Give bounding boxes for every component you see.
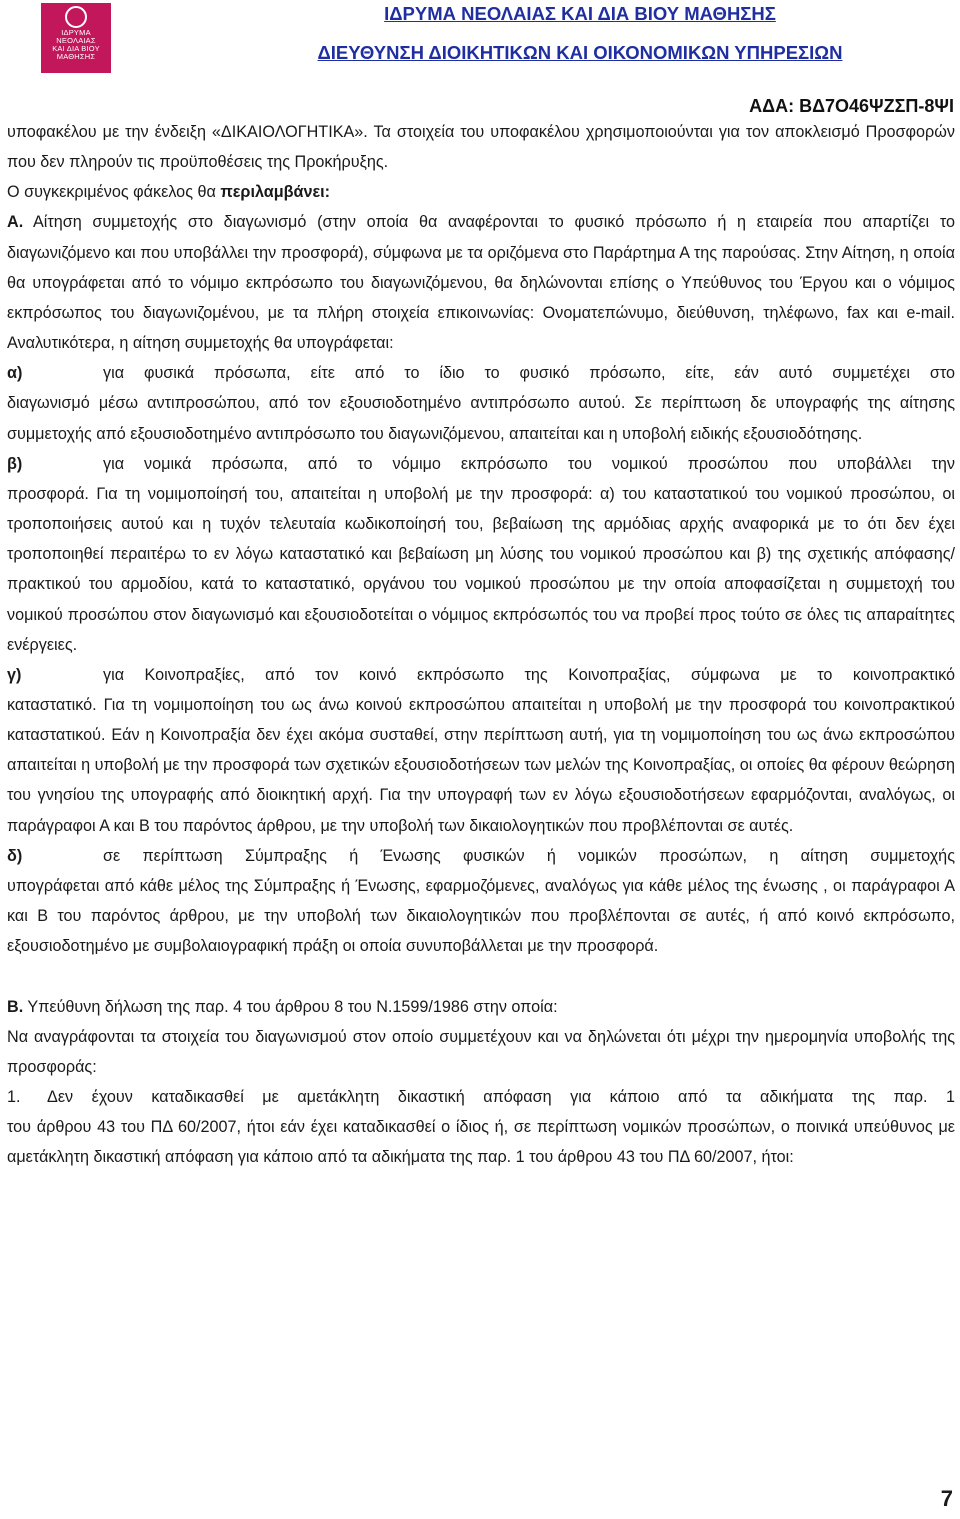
numbered-item-1 xyxy=(7,1082,955,1112)
section-b-declaration: Να αναγράφονται τα στοιχεία του διαγωνισμού στον οποίο συμμετέχουν και να δηλώνεται ότι μέχρι την ημερομηνία υποβολής της προσφοράς: xyxy=(7,1027,955,1076)
item-beta-label: β) xyxy=(7,454,23,473)
item-delta xyxy=(7,841,955,871)
intro-text: Ο συγκεκριμένος φάκελος θα xyxy=(7,183,221,202)
item-beta xyxy=(7,449,955,479)
item-gamma xyxy=(7,660,955,690)
institution-logo xyxy=(41,3,111,73)
intro-bold: περιλαμβάνει: xyxy=(220,183,331,202)
paragraph-contents-intro xyxy=(7,177,955,207)
paragraph-gap xyxy=(7,961,955,991)
item-gamma-first-line: για Κοινοπραξίες, από τον κοινό εκπρόσωπο της Κοινοπραξίας, σύμφωνα με το κοινοπρακτικό xyxy=(103,665,955,684)
section-b-label: Β. xyxy=(7,997,24,1016)
numbered-item-1-first-line: Δεν έχουν καταδικασθεί με αμετάκλητη δικαστική απόφαση για κάποιο από τα αδικήματα της παρ. 1 xyxy=(47,1087,955,1106)
numbered-item-1-text: του άρθρου 43 του ΠΔ 60/2007, ήτοι εάν έχει καταδικασθεί ο ίδιος ή, σε περίπτωση νομικών προσώπων, ο ποινικά υπεύθυνος με αμετάκλητη δικαστική απόφαση για κάποιο από τα αδικήματα της παρ. 1 του άρθρου 43 του ΠΔ 60/2007, ήτοι: xyxy=(7,1118,955,1167)
section-a-text: Αίτηση συμμετοχής στο διαγωνισμό (στην οποία θα αναφέρονται το φυσικό πρόσωπο ή η εταιρεία που απαρτίζει το διαγωνιζόμενο και που υποβάλλει την προσφορά), σύμφωνα με τα οριζόμενα στο Παράρτημα Α της παρούσας. Στην Αίτηση, η οποία θα υπογράφεται από το νόμιμο εκπρόσωπο του διαγωνιζόμενου, θα δηλώνονται επίσης ο Υπεύθυνος του Έργου και ο νόμιμος εκπρόσωπος του διαγωνιζομένου, με τα πλήρη στοιχεία επικοινωνίας: Ονοματεπώνυμο, διεύθυνση, τηλέφωνο, fax και e-mail. Αναλυτικότερα, η αίτηση συμμετοχής θα υπογράφεται: xyxy=(7,213,955,353)
logo-text: ΙΔΡΥΜΑ ΝΕΟΛΑΙΑΣ ΚΑΙ ΔΙΑ ΒΙΟΥ ΜΑΘΗΣΗΣ xyxy=(52,28,100,61)
item-beta-text: προσφορά. Για τη νομιμοποίησή του, απαιτείται η υποβολή με την προσφορά: α) του καταστατικού του νομικού προσώπου, οι τροποποιήσεις αυτού και η τυχόν τελευταία κωδικοποίησή του, βεβαίωση της αρμόδιας αρχής αναφορικά με το ότι δεν έχει τροποποιηθεί περαιτέρω το εν λόγω καταστατικό και βεβαίωση μη λύσης του νομικού προσώπου και β) της σχετικής απόφασης/ πρακτικού του αρμοδίου, κατά το καταστατικό, οργάνου του νομικού προσώπου με την οποία αποφασίζεται η συμμετοχή του νομικού προσώπου στον διαγωνισμό και εξουσιοδοτείται ο νόμιμος εκπρόσωπός του να προβεί προς τούτο σε όλες τις απαραίτητες ενέργειες. xyxy=(7,484,955,654)
page-number: 7 xyxy=(940,1486,953,1511)
item-delta-text: υπογράφεται από κάθε μέλος της Σύμπραξης ή Ένωσης, εφαρμοζόμενες, αναλόγως για κάθε μέλος της ένωσης , οι παράγραφοι Α και Β του παρόντος άρθρου, με την υποβολή των δικαιολογητικών που προβλέπονται σε αυτές, ή από κοινό εκπρόσωπο, εξουσιοδοτημένο με συμβολαιογραφική πράξη οι οποία συνυποβάλλεται με την προσφορά. xyxy=(7,876,955,956)
ada-code: ΑΔΑ: ΒΔ7Ο46ΨΖΣΠ-8ΨΙ xyxy=(749,96,954,116)
section-a xyxy=(7,207,955,358)
section-b xyxy=(7,992,955,1022)
document-body xyxy=(7,117,955,1172)
section-a-label: Α. xyxy=(7,213,24,232)
department-title: ΔΙΕΥΘΥΝΣΗ ΔΙΟΙΚΗΤΙΚΩΝ ΚΑΙ ΟΙΚΟΝΟΜΙΚΩΝ ΥΠΗΡΕΣΙΩΝ xyxy=(317,42,843,63)
logo-emblem-icon xyxy=(65,6,87,28)
item-gamma-text: καταστατικό. Για τη νομιμοποίηση του ως άνω κοινού εκπροσώπου απαιτείται η υποβολή με την προσφορά του κοινοπρακτικού καταστατικού. Εάν η Κοινοπραξία δεν έχει ακόμα συσταθεί, στην περίπτωση αυτή, για τη νομιμοποίηση του ως άνω εκπροσώπου απαιτείται η υποβολή με την προσφορά των σχετικών εξουσιοδοτήσεων των μελών της Κοινοπραξίας, οι οποίες θα φέρουν θεώρηση του γνησίου της υπογραφής από διοικητική αρχή. Για την υπογραφή των εν λόγω εξουσιοδοτήσεων εφαρμόζονται, αναλόγως, οι παράγραφοι Α και Β του παρόντος άρθρου, με την υποβολή των δικαιολογητικών που προβλέπονται σε αυτές. xyxy=(7,695,955,835)
organization-title: ΙΔΡΥΜΑ ΝΕΟΛΑΙΑΣ ΚΑΙ ΔΙΑ ΒΙΟΥ ΜΑΘΗΣΗΣ xyxy=(384,3,776,24)
item-beta-first-line: για νομικά πρόσωπα, από το νόμιμο εκπρόσωπο του νομικού προσώπου που υποβάλλει την xyxy=(103,454,955,473)
item-alpha-text: διαγωνισμό μέσω αντιπροσώπου, από τον εξουσιοδοτημένο αντιπρόσωπο αυτού. Σε περίπτωση δε υπογραφής της αίτησης συμμετοχής από εξουσιοδοτημένο αντιπρόσωπο του διαγωνιζόμενου, απαιτείται και η υποβολή ειδικής εξουσιοδότησης. xyxy=(7,394,955,443)
section-b-text: Υπεύθυνη δήλωση της παρ. 4 του άρθρου 8 του Ν.1599/1986 στην οποία: xyxy=(23,997,558,1016)
item-alpha xyxy=(7,358,955,388)
item-alpha-label: α) xyxy=(7,364,23,383)
numbered-item-1-label: 1. xyxy=(7,1087,21,1106)
item-delta-first-line: σε περίπτωση Σύμπραξης ή Ένωσης φυσικών ή νομικών προσώπων, η αίτηση συμμετοχής xyxy=(103,846,955,865)
item-alpha-first-line: για φυσικά πρόσωπα, είτε από το ίδιο το φυσικό πρόσωπο, είτε, εάν αυτό συμμετέχει στο xyxy=(103,364,955,383)
item-gamma-label: γ) xyxy=(7,665,22,684)
paragraph-envelope: υποφακέλου με την ένδειξη «ΔΙΚΑΙΟΛΟΓΗΤΙΚΑ». Τα στοιχεία του υποφακέλου χρησιμοποιούνται για τον αποκλεισμό Προσφορών που δεν πληρούν τις προϋποθέσεις της Προκήρυξης. xyxy=(7,123,955,172)
item-delta-label: δ) xyxy=(7,846,23,865)
